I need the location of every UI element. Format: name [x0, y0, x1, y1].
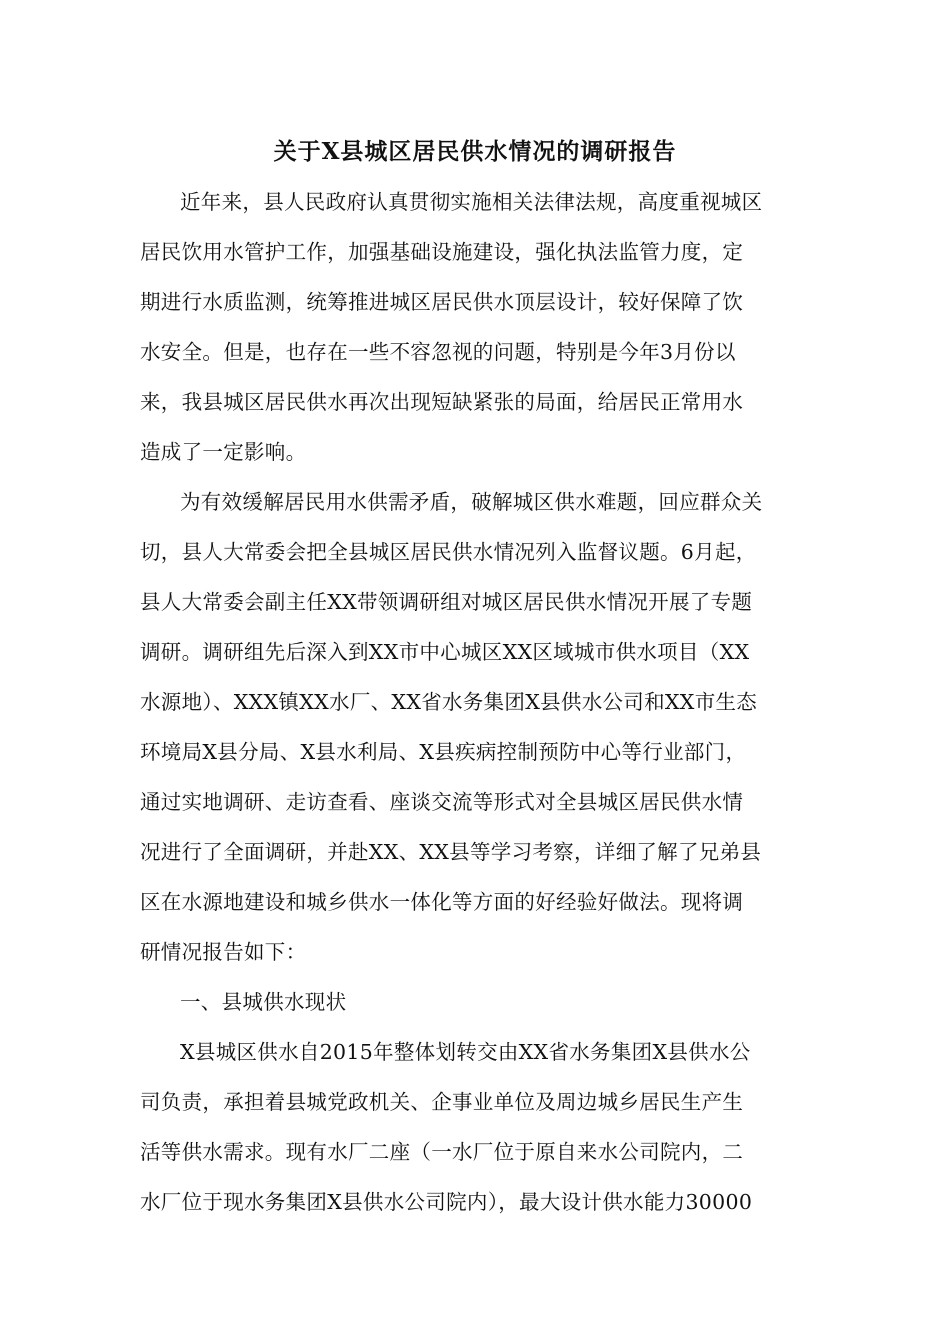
paragraph-line: 县人大常委会副主任XX带领调研组对城区居民供水情况开展了专题	[140, 590, 753, 614]
paragraph-line: 区在水源地建设和城乡供水一体化等方面的好经验好做法。现将调	[140, 890, 744, 914]
paragraph-line: 况进行了全面调研，并赴XX、XX县等学习考察，详细了解了兄弟县	[140, 840, 762, 864]
paragraph-line: 造成了一定影响。	[140, 440, 307, 464]
paragraph-line: 为有效缓解居民用水供需矛盾，破解城区供水难题，回应群众关	[180, 490, 763, 514]
paragraph-line: 水源地）、XXX镇XX水厂、XX省水务集团X县供水公司和XX市生态	[140, 690, 758, 714]
document-title: 关于X县城区居民供水情况的调研报告	[273, 138, 677, 165]
paragraph-line: 环境局X县分局、X县水利局、X县疾病控制预防中心等行业部门，	[140, 740, 747, 764]
paragraph-line: 活等供水需求。现有水厂二座（一水厂位于原自来水公司院内，二	[140, 1140, 744, 1164]
paragraph-line: 居民饮用水管护工作，加强基础设施建设，强化执法监管力度，定	[140, 240, 744, 264]
paragraph-line: 司负责，承担着县城党政机关、企事业单位及周边城乡居民生产生	[140, 1090, 744, 1114]
paragraph-line: 水厂位于现水务集团X县供水公司院内），最大设计供水能力30000	[140, 1190, 753, 1214]
paragraph-line: 通过实地调研、走访查看、座谈交流等形式对全县城区居民供水情	[140, 790, 744, 814]
paragraph-line: 研情况报告如下：	[140, 940, 307, 964]
paragraph-line: 来，我县城区居民供水再次出现短缺紧张的局面，给居民正常用水	[140, 390, 744, 414]
paragraph-line: 水安全。但是，也存在一些不容忽视的问题，特别是今年3月份以	[140, 340, 736, 364]
paragraph-line: X县城区供水自2015年整体划转交由XX省水务集团X县供水公	[180, 1040, 751, 1064]
paragraph-line: 切，县人大常委会把全县城区居民供水情况列入监督议题。6月起，	[140, 540, 757, 564]
paragraph-line: 调研。调研组先后深入到XX市中心城区XX区域城市供水项目（XX	[140, 640, 750, 664]
section-heading: 一、县城供水现状	[180, 990, 347, 1014]
paragraph-line: 近年来，县人民政府认真贯彻实施相关法律法规，高度重视城区	[180, 190, 763, 214]
paragraph-line: 期进行水质监测，统筹推进城区居民供水顶层设计，较好保障了饮	[140, 290, 744, 314]
